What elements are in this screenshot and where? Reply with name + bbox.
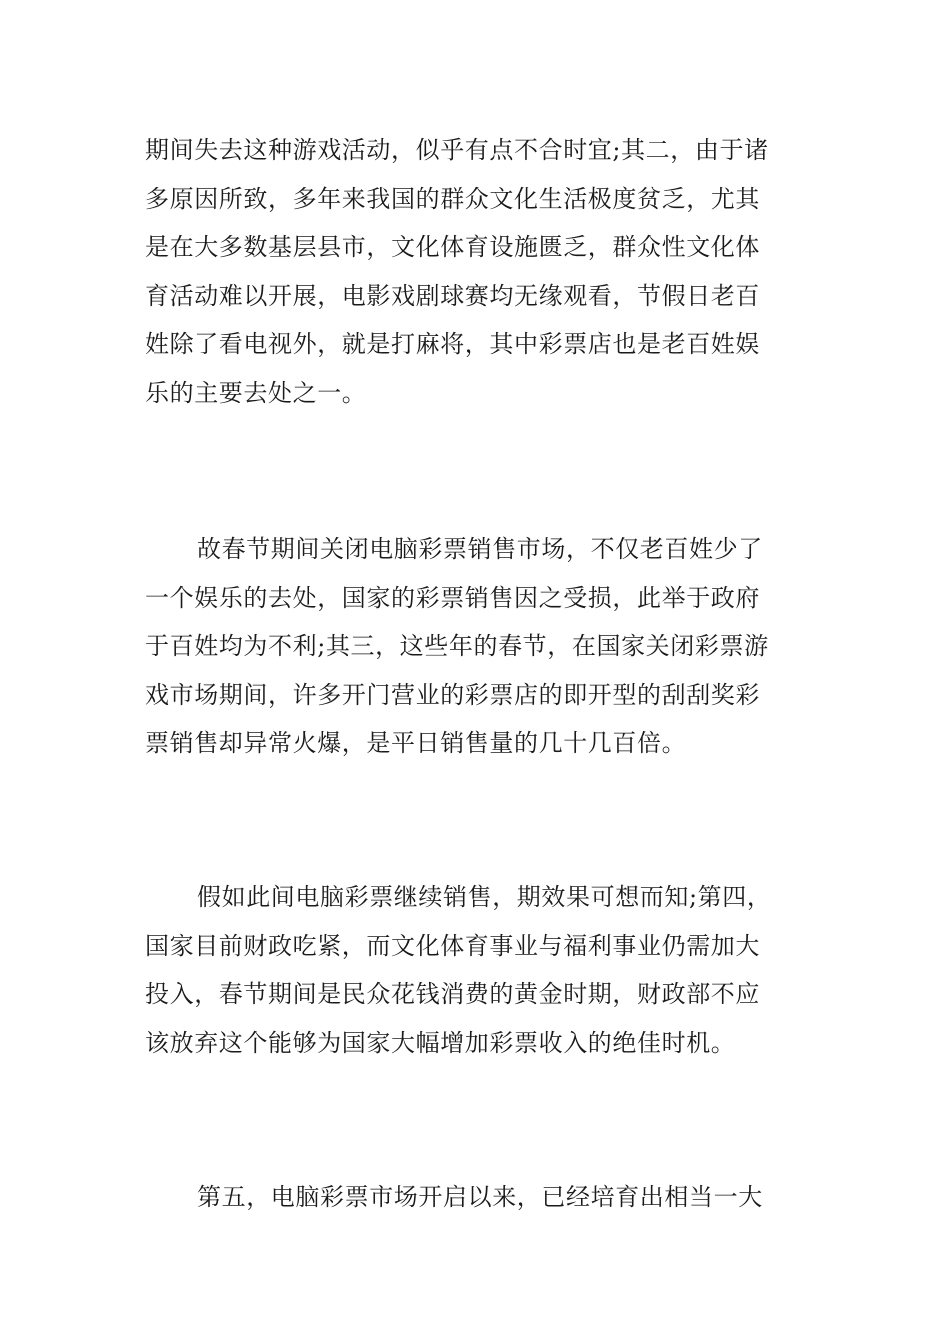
paragraph-3-line-2: 国家目前财政吃紧，而文化体育事业与福利事业仍需加大 bbox=[145, 931, 760, 960]
paragraph-3-line-1: 假如此间电脑彩票继续销售，期效果可想而知;第四， bbox=[197, 883, 772, 911]
paragraph-2-line-4: 戏市场期间，许多开门营业的彩票店的即开型的刮刮奖彩 bbox=[145, 680, 760, 709]
paragraph-2-line-1: 故春节期间关闭电脑彩票销售市场，不仅老百姓少了 bbox=[197, 535, 763, 563]
paragraph-4 bbox=[145, 1173, 810, 1222]
paragraph-2-line-3: 于百姓均为不利;其三，这些年的春节，在国家关闭彩票游 bbox=[145, 632, 769, 660]
paragraph-2-line-2: 一个娱乐的去处，国家的彩票销售因之受损，此举于政府 bbox=[145, 583, 760, 612]
paragraph-1-line-3: 是在大多数基层县市，文化体育设施匮乏，群众性文化体 bbox=[145, 233, 760, 261]
paragraph-2 bbox=[145, 525, 810, 768]
paragraph-4-line-1: 第五，电脑彩票市场开启以来，已经培育出相当一大 bbox=[197, 1183, 763, 1211]
paragraph-1-line-4: 育活动难以开展，电影戏剧球赛均无缘观看，节假日老百 bbox=[145, 281, 760, 310]
paragraph-3-line-4: 该放弃这个能够为国家大幅增加彩票收入的绝佳时机。 bbox=[145, 1028, 736, 1057]
paragraph-1-line-5: 姓除了看电视外，就是打麻将，其中彩票店也是老百姓娱 bbox=[145, 330, 760, 358]
paragraph-1-line-2: 多原因所致，多年来我国的群众文化生活极度贫乏，尤其 bbox=[145, 184, 760, 213]
paragraph-1 bbox=[145, 126, 810, 417]
paragraph-1-line-6: 乐的主要去处之一。 bbox=[145, 378, 367, 407]
paragraph-1-line-1: 期间失去这种游戏活动，似乎有点不合时宜;其二，由于诸 bbox=[145, 136, 769, 164]
paragraph-3 bbox=[145, 873, 810, 1067]
paragraph-3-line-3: 投入，春节期间是民众花钱消费的黄金时期，财政部不应 bbox=[145, 980, 760, 1008]
paragraph-2-line-5: 票销售却异常火爆，是平日销售量的几十几百倍。 bbox=[145, 729, 687, 757]
